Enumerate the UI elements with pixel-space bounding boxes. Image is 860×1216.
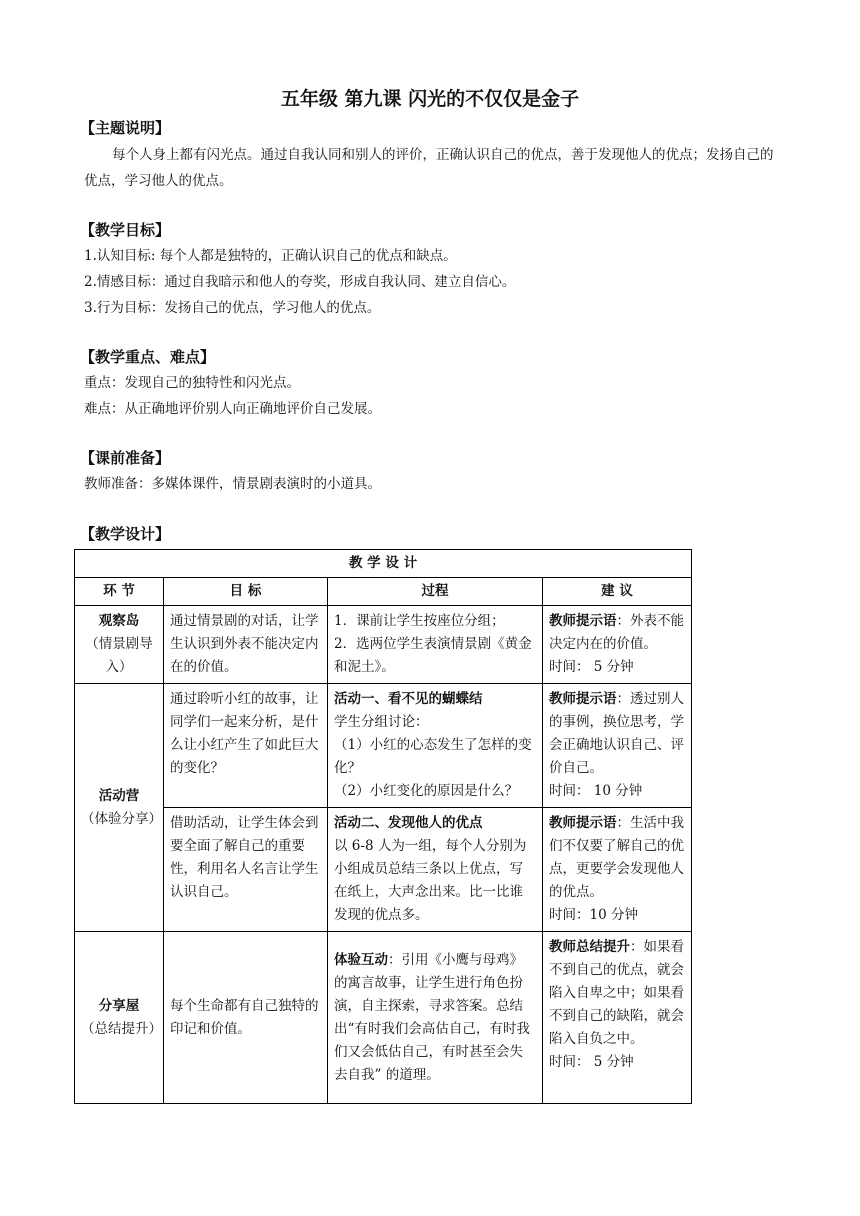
theme-heading: 【主题说明】 bbox=[80, 119, 171, 137]
stage-sub: （总结提升） bbox=[81, 1020, 162, 1037]
process-cell bbox=[328, 932, 543, 1104]
teaching-design-table bbox=[74, 549, 692, 1104]
goal-item-2: 2.情感目标：通过自我暗示和他人的夸奖，形成自我认同、建立自信心。 bbox=[84, 274, 516, 290]
prep-heading: 【课前准备】 bbox=[80, 449, 171, 467]
advice-body: ：透过别人的事例，换位思考，学会正确地认识自己、评价自己。 bbox=[549, 691, 684, 776]
process-body: ：引用《小鹰与母鸡》的寓言故事，让学生进行角色扮演，自主探索，寻求答案。总结出“有时我们会高估自己，有时我们又会低估自己，有时甚至会失去自我” 的道理。 bbox=[334, 951, 530, 1083]
stage-cell bbox=[75, 932, 164, 1104]
stage-sub: （体验分享） bbox=[81, 810, 162, 827]
advice-label: 教师提示语 bbox=[549, 613, 617, 629]
process-line: （2）小红变化的原因是什么？ bbox=[334, 783, 519, 799]
advice-text bbox=[549, 688, 685, 780]
advice-body: ：外表不能决定内在的价值。 bbox=[549, 613, 684, 652]
table-row bbox=[75, 808, 692, 932]
advice-body: ：生活中我们不仅要了解自己的优点，更要学会发现他人的优点。 bbox=[549, 815, 684, 900]
design-heading: 【教学设计】 bbox=[80, 525, 171, 543]
header-process: 过程 bbox=[328, 578, 543, 606]
advice-label: 教师提示语 bbox=[549, 691, 617, 707]
advice-cell bbox=[543, 932, 692, 1104]
page-title: 五年级 第九课 闪光的不仅仅是金子 bbox=[280, 88, 580, 110]
advice-label: 教师总结提升 bbox=[549, 939, 630, 955]
advice-time: 时间： 10 分钟 bbox=[549, 783, 643, 799]
goal-cell: 每个生命都有自己独特的印记和价值。 bbox=[164, 932, 328, 1104]
process-cell bbox=[328, 606, 543, 684]
stage-cell bbox=[75, 606, 164, 684]
table-row bbox=[75, 606, 692, 684]
process-cell bbox=[328, 684, 543, 808]
process-text bbox=[334, 949, 536, 1087]
advice-text bbox=[549, 610, 685, 656]
advice-cell bbox=[543, 808, 692, 932]
advice-body: ：如果看不到自己的优点，就会陷入自卑之中；如果看不到自己的缺陷，就会陷入自负之中。 bbox=[549, 939, 684, 1047]
advice-text bbox=[549, 936, 685, 1051]
advice-time: 时间： 5 分钟 bbox=[549, 659, 634, 675]
goal-item-1: 1.认知目标: 每个人都是独特的，正确认识自己的优点和缺点。 bbox=[84, 248, 457, 264]
process-line: 以 6-8 人为一组，每个人分别为小组成员总结三条以上优点，写在纸上，大声念出来。比一比谁发现的优点多。 bbox=[334, 838, 527, 923]
advice-text bbox=[549, 812, 685, 904]
goal-cell: 通过聆听小红的故事，让同学们一起来分析，是什么让小红产生了如此巨大的变化？ bbox=[164, 684, 328, 808]
stage-name: 分享屋 bbox=[98, 997, 140, 1014]
process-line: 2．选两位学生表演情景剧《黄金和泥土》。 bbox=[334, 636, 532, 675]
advice-label: 教师提示语 bbox=[549, 815, 617, 831]
goal-cell: 通过情景剧的对话，让学生认识到外表不能决定内在的价值。 bbox=[164, 606, 328, 684]
process-cell bbox=[328, 808, 543, 932]
stage-name: 观察岛 bbox=[98, 613, 140, 629]
keypoint-item-1: 重点：发现自己的独特性和闪光点。 bbox=[84, 375, 300, 391]
header-goal: 目 标 bbox=[164, 578, 328, 606]
process-title: 活动一、看不见的蝴蝶结 bbox=[334, 691, 483, 707]
advice-cell bbox=[543, 606, 692, 684]
advice-time: 时间：10 分钟 bbox=[549, 907, 638, 923]
header-advice: 建 议 bbox=[543, 578, 692, 606]
process-line: 1．课前让学生按座位分组； bbox=[334, 613, 505, 629]
advice-time: 时间： 5 分钟 bbox=[549, 1054, 634, 1070]
process-title: 活动二、发现他人的优点 bbox=[334, 815, 483, 831]
process-line: （1）小红的心态发生了怎样的变化？ bbox=[334, 737, 532, 776]
process-line: 学生分组讨论： bbox=[334, 714, 429, 730]
goal-item-3: 3.行为目标：发扬自己的优点，学习他人的优点。 bbox=[84, 300, 381, 316]
stage-name: 活动营 bbox=[98, 787, 140, 804]
stage-cell bbox=[75, 684, 164, 932]
process-label: 体验互动 bbox=[334, 951, 388, 968]
header-stage: 环 节 bbox=[75, 578, 164, 606]
prep-text: 教师准备：多媒体课件，情景剧表演时的小道具。 bbox=[84, 476, 381, 492]
table-caption: 教 学 设 计 bbox=[75, 550, 692, 578]
keypoints-heading: 【教学重点、难点】 bbox=[80, 348, 216, 366]
table-header-row bbox=[75, 578, 692, 606]
table-row bbox=[75, 684, 692, 808]
keypoint-item-2: 难点：从正确地评价别人向正确地评价自己发展。 bbox=[84, 401, 381, 417]
goal-cell: 借助活动，让学生体会到要全面了解自己的重要性，利用名人名言让学生认识自己。 bbox=[164, 808, 328, 932]
stage-sub: （情景剧导入） bbox=[85, 636, 153, 675]
table-row bbox=[75, 932, 692, 1104]
table-caption-row bbox=[75, 550, 692, 578]
theme-text: 每个人身上都有闪光点。通过自我认同和别人的评价，正确认识自己的优点，善于发现他人的优点；发扬自己的优点，学习他人的优点。 bbox=[84, 147, 774, 189]
goals-heading: 【教学目标】 bbox=[80, 221, 171, 239]
advice-cell bbox=[543, 684, 692, 808]
